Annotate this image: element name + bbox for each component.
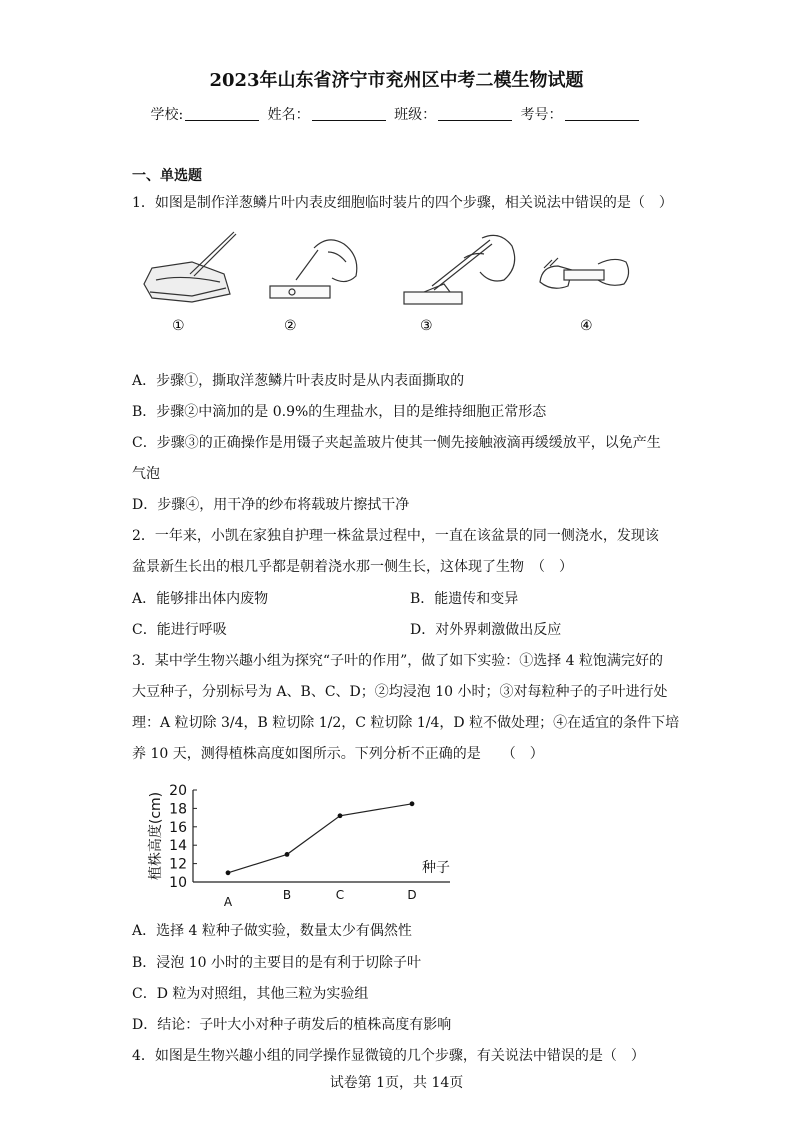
x-tick-label: D — [407, 888, 417, 902]
y-tick-label: 10 — [169, 875, 187, 891]
class-blank — [438, 106, 512, 121]
step4-illustration — [540, 258, 629, 288]
page-title: 2023年山东省济宁市兖州区中考二模生物试题 — [209, 70, 584, 91]
q3-stem-line3: 理：A 粒切除 3/4，B 粒切除 1/2，C 粒切除 1/4，D 粒不做处理；④在适宜的条件下培 — [132, 715, 680, 731]
x-tick-label: A — [223, 895, 233, 909]
data-line — [228, 804, 412, 873]
q3-stem-line4: 养 10 天，测得植株高度如图所示。下列分析不正确的是 （ ） — [132, 746, 544, 762]
q3-option-a: A．选择 4 粒种子做实验，数量太少有偶然性 — [132, 923, 412, 939]
x-axis-label: 种子 — [422, 860, 450, 876]
data-point — [410, 801, 415, 806]
q2-stem-line1: 2．一年来，小凯在家独自护理一株盆景过程中，一直在该盆景的同一侧浇水，发现该 — [132, 528, 659, 544]
x-tick-label: C — [335, 888, 345, 902]
y-tick-label: 12 — [169, 856, 187, 873]
step1-illustration — [144, 232, 236, 302]
q1-option-a: A．步骤①，撕取洋葱鳞片叶表皮时是从内表面撕取的 — [132, 373, 465, 389]
data-point — [226, 870, 231, 875]
step3-label: ③ — [420, 318, 433, 332]
q2-stem-line2: 盆景新生长出的根几乎都是朝着浇水那一侧生长，这体现了生物 （ ） — [132, 559, 573, 575]
y-axis-label: 植株高度(cm) — [148, 791, 164, 881]
q1-option-d: D．步骤④，用干净的纱布将载玻片擦拭干净 — [132, 497, 410, 513]
class-label: 班级： — [394, 107, 437, 123]
plant-height-chart — [140, 780, 470, 910]
y-tick-label: 16 — [169, 819, 187, 836]
q3-option-b: B．浸泡 10 小时的主要目的是有利于切除子叶 — [132, 955, 422, 971]
q1-option-b: B．步骤②中滴加的是 0.9%的生理盐水，目的是维持细胞正常形态 — [132, 404, 547, 420]
name-blank — [312, 106, 386, 121]
section-title: 一、单选题 — [132, 168, 202, 184]
data-point — [338, 813, 343, 818]
exam-no-label: 考号： — [520, 107, 563, 123]
exam-no-blank — [565, 106, 639, 121]
step3-illustration — [404, 235, 515, 304]
name-label: 姓名： — [267, 107, 310, 123]
page-footer: 试卷第 1页，共 14页 — [329, 1075, 464, 1091]
q2-option-d: D．对外界刺激做出反应 — [410, 622, 562, 638]
step4-label: ④ — [580, 318, 593, 332]
step2-illustration — [270, 240, 357, 298]
q1-option-c-line2: 气泡 — [132, 466, 160, 482]
q2-option-b: B．能遗传和变异 — [410, 591, 519, 607]
q2-option-c: C．能进行呼吸 — [132, 622, 227, 638]
q3-stem-line1: 3．某中学生物兴趣小组为探究“子叶的作用”，做了如下实验：①选择 4 粒饱满完好的 — [132, 653, 664, 669]
q4-stem: 4．如图是生物兴趣小组的同学操作显微镜的几个步骤，有关说法中错误的是（ ） — [132, 1048, 645, 1064]
q1-stem: 1．如图是制作洋葱鳞片叶内表皮细胞临时装片的四个步骤，相关说法中错误的是（ ） — [132, 195, 673, 211]
school-blank — [185, 106, 259, 121]
q3-stem-line2: 大豆种子，分别标号为 A、B、C、D；②均浸泡 10 小时；③对每粒种子的子叶进行处 — [132, 684, 668, 700]
q2-option-a: A．能够排出体内废物 — [132, 591, 269, 607]
q1-steps-illustration — [132, 222, 652, 332]
student-info-line — [0, 104, 793, 124]
school-label: 学校: — [150, 107, 184, 123]
q3-option-d: D．结论：子叶大小对种子萌发后的植株高度有影响 — [132, 1017, 452, 1033]
x-tick-label: B — [282, 888, 292, 902]
step1-label: ① — [172, 318, 185, 332]
data-point — [285, 852, 290, 857]
q1-option-c-line1: C．步骤③的正确操作是用镊子夹起盖玻片使其一侧先接触液滴再缓缓放平，以免产生 — [132, 435, 661, 451]
q3-option-c: C．D 粒为对照组，其他三粒为实验组 — [132, 986, 369, 1002]
y-tick-label: 14 — [169, 838, 187, 855]
y-tick-label: 18 — [169, 801, 187, 818]
step2-label: ② — [284, 318, 297, 332]
y-tick-label: 20 — [169, 783, 187, 799]
